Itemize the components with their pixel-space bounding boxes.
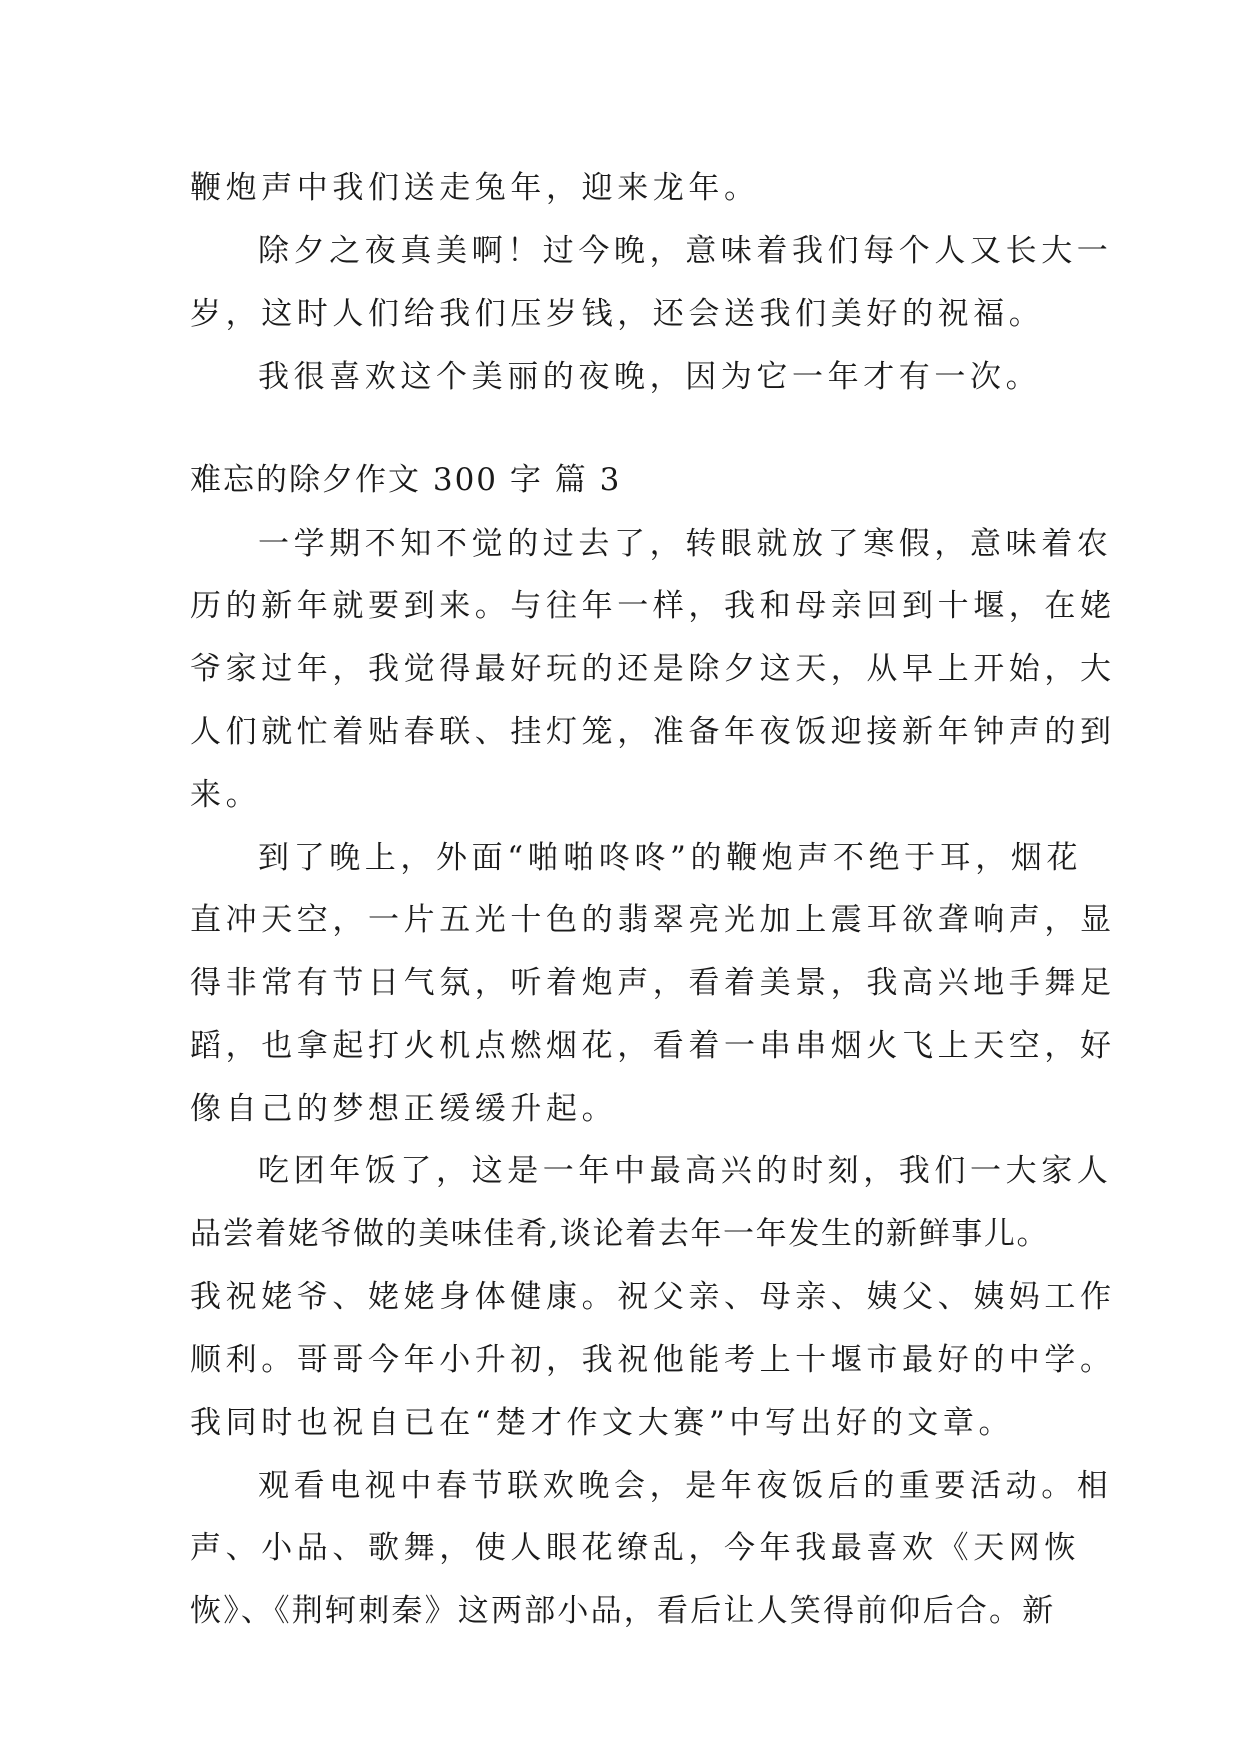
text-line: 我祝姥爷、姥姥身体健康。祝父亲、母亲、姨父、姨妈工作 <box>190 1279 1116 1315</box>
text-line: 人们就忙着贴春联、挂灯笼，准备年夜饭迎接新年钟声的到 <box>190 714 1116 750</box>
text-line: 鞭炮声中我们送走兔年，迎来龙年。 <box>190 170 760 206</box>
text-line: 我同时也祝自已在“楚才作文大赛”中写出好的文章。 <box>190 1405 1015 1441</box>
paragraph-first-line: 一学期不知不觉的过去了，转眼就放了寒假，意味着农 <box>258 526 1113 562</box>
paragraph-first-line: 吃团年饭了，这是一年中最高兴的时刻，我们一大家人 <box>258 1153 1113 1189</box>
text-line: 品尝着姥爷做的美味佳肴,谈论着去年一年发生的新鲜事儿。 <box>190 1216 1050 1252</box>
paragraph-first-line: 除夕之夜真美啊！过今晚，意味着我们每个人又长大一 <box>258 233 1113 269</box>
text-line: 历的新年就要到来。与往年一样，我和母亲回到十堰，在姥 <box>190 588 1116 624</box>
text-line: 得非常有节日气氛，听着炮声，看着美景，我高兴地手舞足 <box>190 965 1116 1001</box>
text-line: 蹈，也拿起打火机点燃烟花，看着一串串烟火飞上天空，好 <box>190 1028 1116 1064</box>
section-heading: 难忘的除夕作文 300 字 篇 3 <box>190 462 622 498</box>
text-line: 声、小品、歌舞，使人眼花缭乱，今年我最喜欢《天网恢 <box>190 1530 1080 1566</box>
text-line: 岁，这时人们给我们压岁钱，还会送我们美好的祝福。 <box>190 296 1045 332</box>
text-line: 像自己的梦想正缓缓升起。 <box>190 1091 618 1127</box>
text-line: 爷家过年，我觉得最好玩的还是除夕这天，从早上开始，大 <box>190 651 1116 687</box>
paragraph-first-line: 到了晚上，外面“啪啪咚咚”的鞭炮声不绝于耳，烟花 <box>258 840 1083 876</box>
text-line: 恢》、《荆轲刺秦》这两部小品，看后让人笑得前仰后合。新 <box>190 1593 1056 1629</box>
text-line: 来。 <box>190 777 262 813</box>
text-line: 直冲天空，一片五光十色的翡翠亮光加上震耳欲聋响声，显 <box>190 902 1116 938</box>
paragraph-first-line: 我很喜欢这个美丽的夜晚，因为它一年才有一次。 <box>258 359 1042 395</box>
paragraph-first-line: 观看电视中春节联欢晚会，是年夜饭后的重要活动。相 <box>258 1468 1113 1504</box>
text-line: 顺利。哥哥今年小升初，我祝他能考上十堰市最好的中学。 <box>190 1342 1116 1378</box>
